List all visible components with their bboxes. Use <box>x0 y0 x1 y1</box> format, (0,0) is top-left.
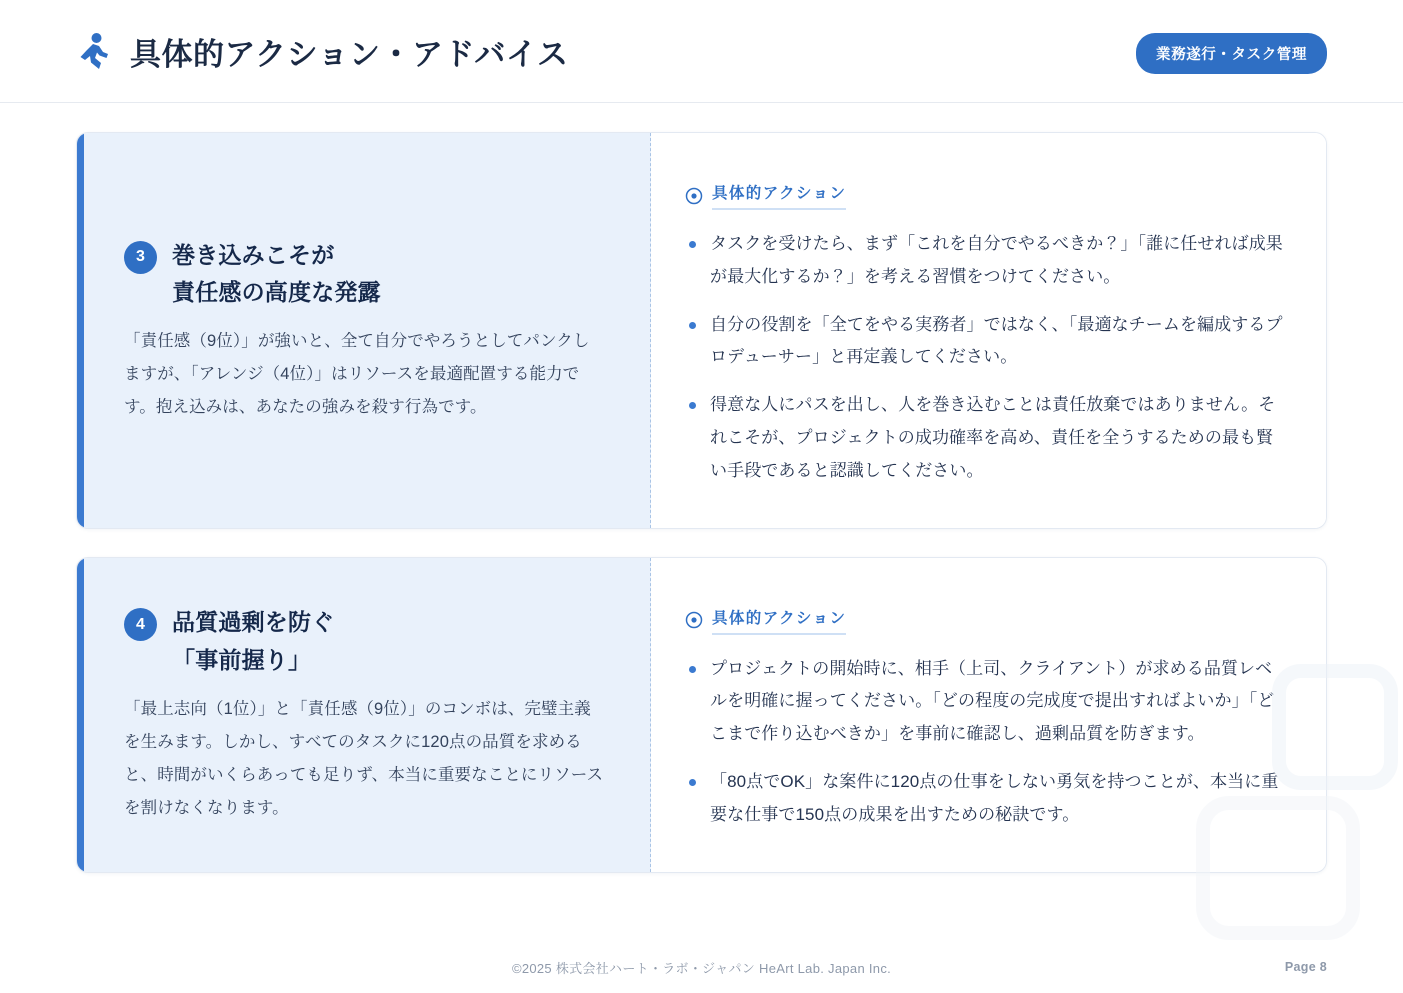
list-item: 得意な人にパスを出し、人を巻き込むことは責任放棄ではありません。それこそが、プロジェクトの成功確率を高め、責任を全うするための最も賢い手段であると認識してください。 <box>685 389 1286 487</box>
target-icon <box>685 611 703 629</box>
page-header <box>0 0 1403 103</box>
copyright-text: ©2025 株式会社ハート・ラボ・ジャパン HeArt Lab. Japan Inc. <box>511 960 892 976</box>
card-body-text: 「最上志向（1位）」と「責任感（9位）」のコンボは、完璧主義を生みます。しかし、すべてのタスクに120点の品質を求めると、時間がいくらあっても足りず、本当に重要なことにリソースを割けなくなります。 <box>124 699 604 817</box>
card-actions-panel <box>651 133 1326 528</box>
running-person-icon <box>76 31 112 71</box>
list-item: プロジェクトの開始時に、相手（上司、クライアント）が求める品質レベルを明確に握ってください。「どの程度の完成度で提出すればよいか」「どこまで作り込むべきか」を事前に確認し、過剰品質を防ぎます。 <box>685 653 1286 751</box>
card-number-badge: 4 <box>124 608 157 641</box>
card-summary <box>84 133 651 528</box>
card-title <box>172 237 381 312</box>
card-heading-row <box>124 604 606 679</box>
actions-header <box>685 181 1286 210</box>
actions-label: 具体的アクション <box>712 181 846 210</box>
card-number-badge: 3 <box>124 241 157 274</box>
card-title-line1: 品質過剰を防ぐ <box>172 609 335 636</box>
advice-card <box>76 132 1327 529</box>
list-item: 「80点でOK」な案件に120点の仕事をしない勇気を持つことが、本当に重要な仕事で150点の成果を出すための秘訣です。 <box>685 766 1286 832</box>
actions-label: 具体的アクション <box>712 606 846 635</box>
target-icon <box>685 187 703 205</box>
card-title-line2: 責任感の高度な発露 <box>172 278 381 305</box>
list-item: 自分の役割を「全てをやる実務者」ではなく、「最適なチームを編成するプロデューサー」と再定義してください。 <box>685 309 1286 375</box>
page-number: Page 8 <box>1284 960 1327 974</box>
card-heading-row <box>124 237 606 312</box>
card-actions-panel <box>651 558 1326 872</box>
list-item: タスクを受けたら、まず「これを自分でやるべきか？」「誰に任せれば成果が最大化するか？」を考える習慣をつけてください。 <box>685 228 1286 294</box>
actions-list <box>685 228 1286 488</box>
card-title-line1: 巻き込みこそが <box>172 241 335 268</box>
actions-header <box>685 606 1286 635</box>
page-footer <box>0 941 1403 993</box>
category-badge: 業務遂行・タスク管理 <box>1136 33 1327 74</box>
card-accent-bar <box>77 558 84 872</box>
card-body-text: 「責任感（9位）」が強いと、全て自分でやろうとしてパンクしますが、「アレンジ（4位）」はリソースを最適配置する能力です。抱え込みは、あなたの強みを殺す行為です。 <box>124 332 590 417</box>
main-content <box>0 103 1403 873</box>
card-title-line2: 「事前握り」 <box>172 646 312 673</box>
advice-card <box>76 557 1327 873</box>
actions-list <box>685 653 1286 832</box>
card-title <box>172 604 334 679</box>
page-title: 具体的アクション・アドバイス <box>130 36 569 72</box>
card-summary <box>84 558 651 872</box>
card-accent-bar <box>77 133 84 528</box>
